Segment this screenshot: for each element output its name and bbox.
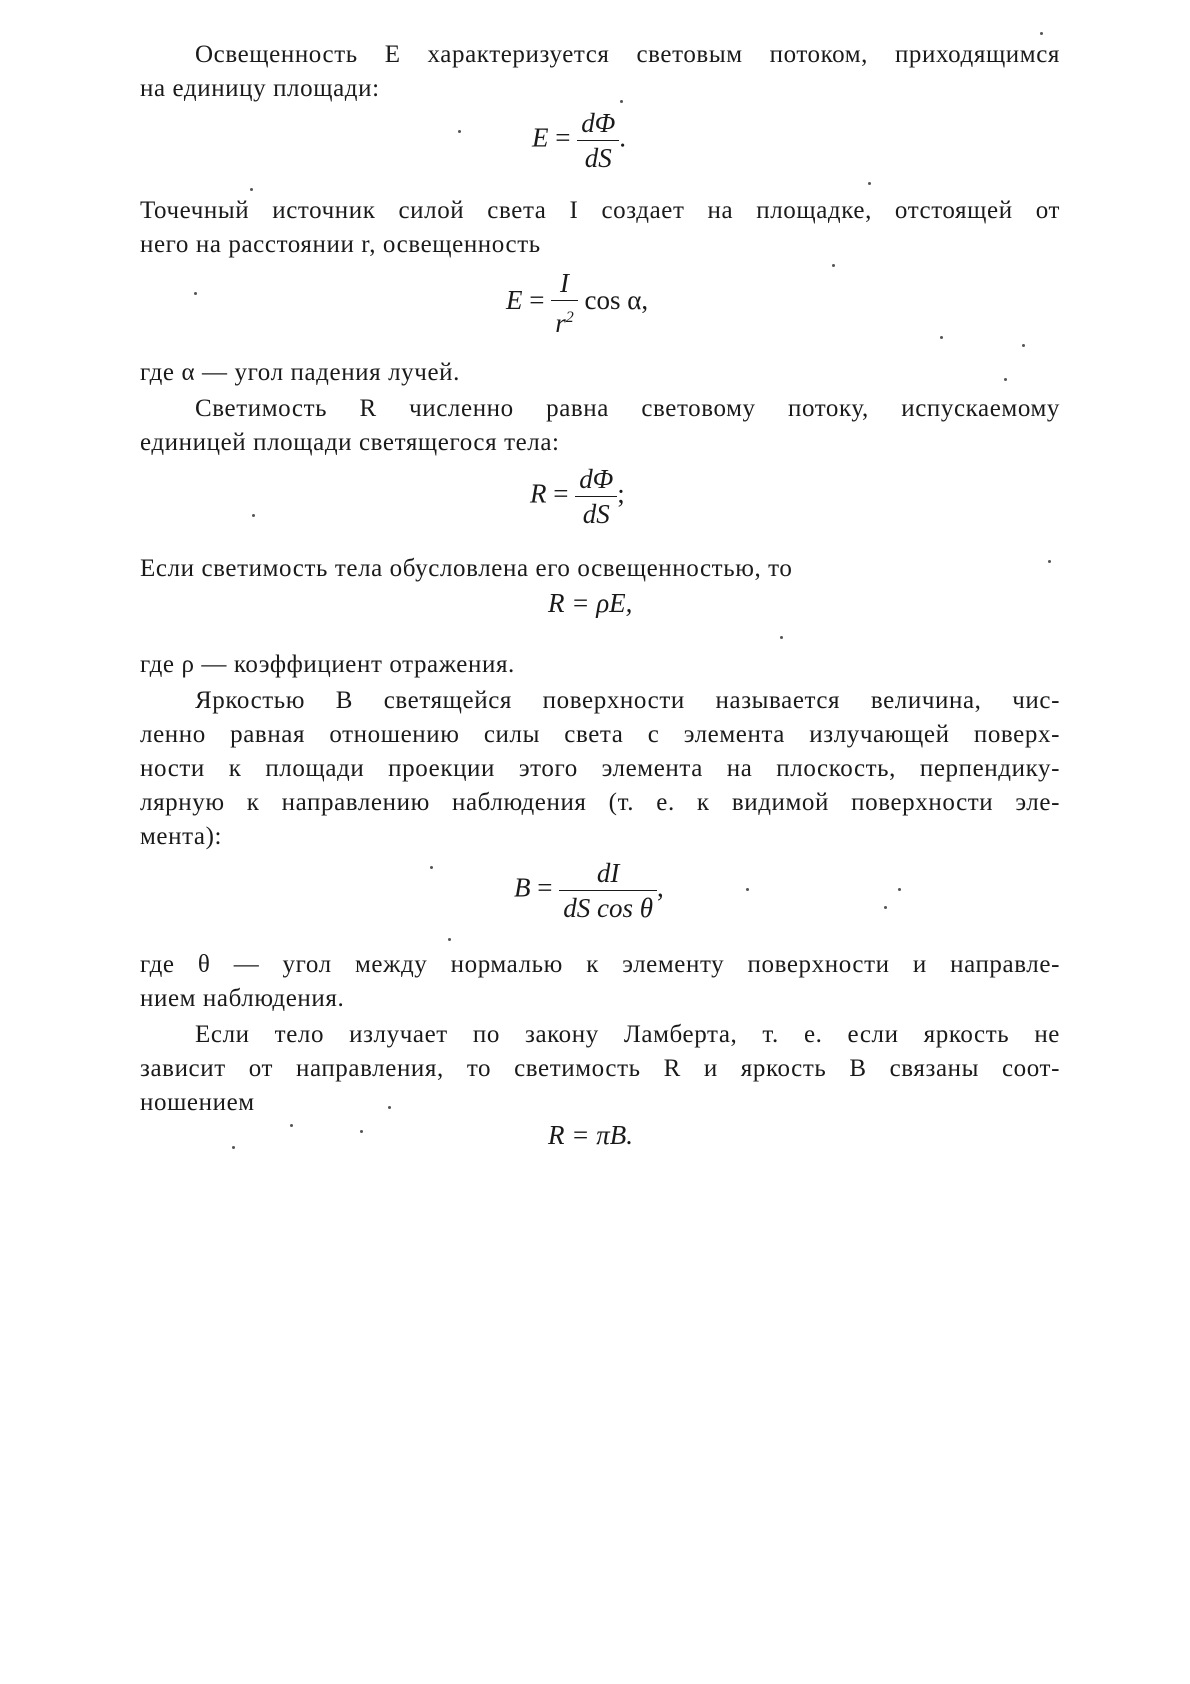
paragraph-brightness-line-3: ности к площади проекции этого элемента на плоскость, перпендику- [140, 755, 1060, 782]
scan-speck [388, 1106, 391, 1109]
scan-speck [884, 906, 887, 909]
formula-lhs: R [530, 478, 547, 509]
paragraph-illuminance-line-2: на единицу площади: [140, 75, 380, 102]
scan-speck [290, 1124, 293, 1127]
scan-speck [250, 188, 253, 191]
scan-speck [620, 100, 623, 103]
formula-denominator [551, 301, 578, 340]
paragraph-brightness-line-5: мента): [140, 823, 223, 850]
scan-speck [448, 938, 451, 941]
formula-equals: = [529, 285, 545, 316]
paragraph-luminosity-line-1: Светимость R численно равна световому потоку, испускаемому [195, 395, 1060, 422]
scan-speck [1048, 560, 1051, 563]
formula-fraction [559, 856, 657, 925]
scan-speck [194, 292, 197, 295]
formula-numerator: dΦ [577, 106, 619, 141]
formula-numerator: I [551, 266, 578, 301]
formula-denominator-base: r [555, 308, 566, 338]
scan-speck [232, 1146, 235, 1149]
formula-fraction [551, 266, 578, 340]
formula-tail: . [619, 122, 627, 153]
formula-numerator: dI [559, 856, 657, 891]
paragraph-lambert-line-2: зависит от направления, то светимость R и яркость B связаны соот- [140, 1055, 1060, 1082]
scan-speck [832, 264, 835, 267]
formula-fraction [575, 462, 617, 531]
scan-speck [1022, 344, 1025, 347]
scan-speck [898, 888, 901, 891]
scan-speck [252, 514, 255, 517]
formula-reflection: R = ρE, [548, 588, 633, 618]
formula-fraction [577, 106, 619, 175]
formula-tail: ; [617, 478, 625, 509]
formula-numerator: dΦ [575, 462, 617, 497]
formula-illuminance [532, 106, 626, 175]
formula-denominator: dS cos θ [563, 893, 653, 923]
formula-lhs: E [532, 122, 549, 153]
scan-speck [430, 866, 433, 869]
scan-speck [360, 1130, 363, 1133]
formula-denominator-exponent: 2 [565, 309, 574, 326]
formula-tail: cos α, [584, 285, 649, 316]
scan-speck [458, 130, 461, 133]
paragraph-reflection-coefficient: где ρ — коэффициент отражения. [140, 651, 515, 678]
formula-luminosity [530, 462, 625, 531]
formula-equals: = [555, 122, 571, 153]
paragraph-illuminance-line-1: Освещенность E характеризуется световым потоком, приходящимся [195, 41, 1060, 68]
paragraph-point-source-line-2: него на расстоянии r, освещенность [140, 231, 541, 258]
paragraph-brightness-line-1: Яркостью B светящейся поверхности называется величина, чис- [195, 687, 1060, 714]
formula-denominator: dS [582, 499, 610, 529]
paragraph-point-source-line-1: Точечный источник силой света I создает на площадке, отстоящей от [140, 197, 1060, 224]
formula-tail: , [657, 872, 664, 903]
formula-lambert: R = πB. [548, 1120, 633, 1150]
paragraph-incidence-angle: где α — угол падения лучей. [140, 359, 460, 386]
formula-equals: = [553, 478, 569, 509]
paragraph-brightness-line-2: ленно равная отношению силы света с элемента излучающей поверх- [140, 721, 1060, 748]
scan-speck [1040, 32, 1043, 35]
formula-equals: = [537, 872, 553, 903]
scan-speck [1004, 378, 1007, 381]
paragraph-brightness-line-4: лярную к направлению наблюдения (т. е. к видимой поверхности эле- [140, 789, 1060, 816]
formula-point-source [506, 266, 648, 340]
formula-lhs: E [506, 285, 523, 316]
scan-speck [868, 182, 871, 185]
paragraph-luminosity-illuminance: Если светимость тела обусловлена его освещенностью, то [140, 555, 793, 582]
formula-lhs: B [514, 872, 531, 903]
formula-denominator: dS [584, 143, 612, 173]
scan-speck [746, 888, 749, 891]
paragraph-lambert-line-3: ношением [140, 1089, 255, 1116]
paragraph-lambert-line-1: Если тело излучает по закону Ламберта, т. е. если яркость не [195, 1021, 1060, 1048]
paragraph-theta-line-1: где θ — угол между нормалью к элементу поверхности и направле- [140, 951, 1060, 978]
paragraph-luminosity-line-2: единицей площади светящегося тела: [140, 429, 560, 456]
formula-brightness [514, 856, 664, 925]
scan-speck [780, 636, 783, 639]
scan-speck [940, 336, 943, 339]
paragraph-theta-line-2: нием наблюдения. [140, 985, 345, 1012]
